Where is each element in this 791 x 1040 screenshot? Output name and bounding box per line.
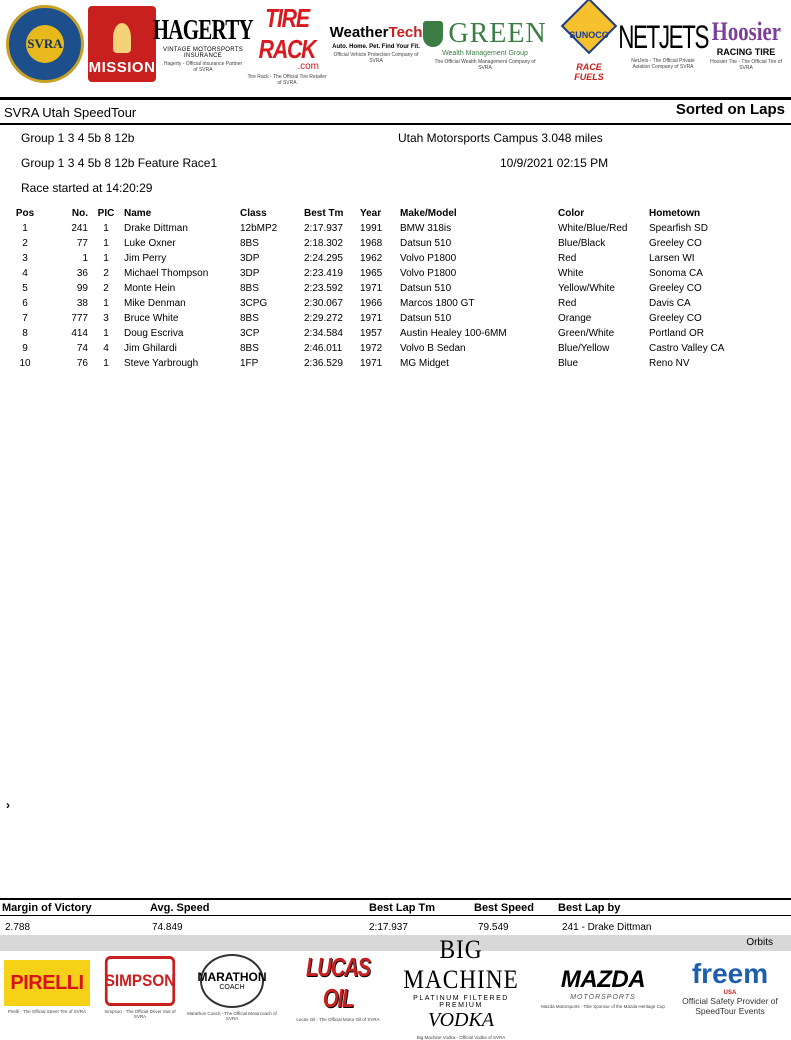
col-make-model: Make/Model <box>400 208 457 219</box>
cell-make-model: Volvo P1800 <box>400 268 457 279</box>
cell-pos: 6 <box>22 298 28 309</box>
cell-pic: 2 <box>103 283 109 294</box>
cell-car-number: 76 <box>76 358 88 369</box>
mazda-motorsports-logo: MAZDA MOTORSPORTS Mazda Motorsports - Title Sponsor of the Mazda Heritage Cup <box>541 965 665 1009</box>
subheader-rule <box>0 123 791 125</box>
cell-driver-name: Drake Dittman <box>124 223 188 234</box>
mission-logo: MISSION <box>87 4 157 84</box>
cell-best-time: 2:17.937 <box>304 223 343 234</box>
cell-best-time: 2:29.272 <box>304 313 343 324</box>
col-no: No. <box>71 208 88 219</box>
best-lap-by-label: Best Lap by <box>558 902 621 914</box>
results-table <box>0 206 769 371</box>
cell-make-model: Volvo P1800 <box>400 253 457 264</box>
cell-class: 8BS <box>240 238 259 249</box>
cell-hometown: Reno NV <box>649 358 690 369</box>
cell-color: Blue/Black <box>558 238 606 249</box>
cell-best-time: 2:18.302 <box>304 238 343 249</box>
cell-make-model: Marcos 1800 GT <box>400 298 475 309</box>
best-speed-value: 79.549 <box>478 922 509 933</box>
cell-color: Red <box>558 253 577 264</box>
cell-pos: 10 <box>19 358 31 369</box>
cell-pos: 3 <box>22 253 28 264</box>
col-color: Color <box>558 208 585 219</box>
svra-logo <box>6 4 84 84</box>
svra-emblem: SVRA <box>6 5 84 83</box>
avg-speed-value: 74.849 <box>152 922 183 933</box>
summary-mid-rule <box>0 915 791 916</box>
cell-year: 1965 <box>360 268 383 279</box>
session-label: Group 1 3 4 5b 8 12b Feature Race1 <box>21 156 218 170</box>
cell-year: 1971 <box>360 358 383 369</box>
margin-label: Margin of Victory <box>2 902 92 914</box>
orbits-bar <box>0 935 791 951</box>
diamond-icon <box>561 0 618 54</box>
col-hometown: Hometown <box>649 208 701 219</box>
cell-color: Yellow/White <box>558 283 615 294</box>
flame-icon <box>113 23 131 53</box>
cell-class: 12bMP2 <box>240 223 278 234</box>
cell-hometown: Davis CA <box>649 298 691 309</box>
cell-year: 1991 <box>360 223 383 234</box>
col-year: Year <box>360 208 382 219</box>
event-title: SVRA Utah SpeedTour <box>4 105 137 120</box>
table-row <box>0 326 769 341</box>
table-row <box>0 236 769 251</box>
table-row <box>0 266 769 281</box>
cell-color: Orange <box>558 313 592 324</box>
cell-pic: 1 <box>103 298 109 309</box>
datetime-label: 10/9/2021 02:15 PM <box>500 156 609 170</box>
table-row <box>0 311 769 326</box>
shield-icon <box>423 21 443 47</box>
cell-driver-name: Monte Hein <box>124 283 176 294</box>
simpson-logo: SIMPSON Simpson - The Official Driver Suit of SVRA <box>102 953 178 1021</box>
cell-hometown: Greeley CO <box>649 313 702 324</box>
cell-year: 1966 <box>360 298 383 309</box>
cell-best-time: 2:46.011 <box>304 343 343 354</box>
col-name: Name <box>124 208 152 219</box>
cell-hometown: Larsen WI <box>649 253 695 264</box>
cell-make-model: MG Midget <box>400 358 449 369</box>
pirelli-logo: PIRELLI Pirelli - The Official Street Tire of SVRA <box>2 953 92 1021</box>
sort-label: Sorted on Laps <box>675 101 785 118</box>
cell-color: Blue <box>558 358 579 369</box>
cell-color: White/Blue/Red <box>558 223 628 234</box>
cell-year: 1957 <box>360 328 383 339</box>
cell-car-number: 777 <box>71 313 88 324</box>
cell-car-number: 1 <box>82 253 88 264</box>
table-row <box>0 251 769 266</box>
cell-best-time: 2:23.592 <box>304 283 343 294</box>
cell-best-time: 2:23.419 <box>304 268 343 279</box>
cell-pos: 4 <box>22 268 28 279</box>
cell-class: 3CPG <box>240 298 268 309</box>
best-lap-value: 2:17.937 <box>369 922 408 933</box>
table-row <box>0 341 769 356</box>
cell-make-model: Austin Healey 100-6MM <box>400 328 507 339</box>
cell-class: 3DP <box>240 253 260 264</box>
orbits-label: Orbits <box>746 937 773 948</box>
best-lap-by-value: 241 - Drake Dittman <box>562 922 652 933</box>
cell-hometown: Greeley CO <box>649 283 702 294</box>
best-speed-label: Best Speed <box>474 902 534 914</box>
cell-make-model: Volvo B Sedan <box>400 343 466 354</box>
table-header-row <box>0 206 769 221</box>
cell-year: 1962 <box>360 253 383 264</box>
cell-pos: 9 <box>22 343 28 354</box>
cell-pos: 8 <box>22 328 28 339</box>
cell-pic: 1 <box>103 253 109 264</box>
cell-driver-name: Doug Escriva <box>124 328 184 339</box>
col-pic: PIC <box>97 208 115 219</box>
cell-make-model: Datsun 510 <box>400 313 452 324</box>
cell-pos: 5 <box>22 283 28 294</box>
cell-car-number: 74 <box>76 343 88 354</box>
cell-pic: 4 <box>103 343 109 354</box>
sunoco-logo: SUNOCO RACE FUELS <box>562 4 616 84</box>
lucas-oil-logo: LUCAS OIL Lucas Oil - The Official Motor Oil of SVRA <box>296 952 380 1022</box>
cell-class: 3DP <box>240 268 260 279</box>
group-label: Group 1 3 4 5b 8 12b <box>21 131 135 145</box>
cell-pic: 2 <box>103 268 109 279</box>
col-best-time: Best Tm <box>304 208 344 219</box>
cell-make-model: Datsun 510 <box>400 238 452 249</box>
table-row <box>0 221 769 236</box>
cell-car-number: 38 <box>76 298 88 309</box>
cell-pos: 2 <box>22 238 28 249</box>
top-sponsor-strip <box>0 0 791 92</box>
cell-hometown: Portland OR <box>649 328 705 339</box>
cell-pic: 1 <box>103 328 109 339</box>
cell-pic: 1 <box>103 223 109 234</box>
cell-hometown: Spearfish SD <box>649 223 708 234</box>
track-label: Utah Motorsports Campus 3.048 miles <box>398 131 603 145</box>
cell-hometown: Sonoma CA <box>649 268 703 279</box>
cell-hometown: Castro Valley CA <box>649 343 725 354</box>
cell-color: White <box>558 268 584 279</box>
cell-hometown: Greeley CO <box>649 238 702 249</box>
best-lap-label: Best Lap Tm <box>369 902 436 914</box>
table-row <box>0 356 769 371</box>
netjets-logo: NETJETS NetJets - The Official Private Aviation Company of SVRA <box>618 18 708 70</box>
cell-best-time: 2:34.584 <box>304 328 343 339</box>
margin-value: 2.788 <box>5 922 31 933</box>
cell-best-time: 2:24.295 <box>304 253 343 264</box>
header-rule <box>0 97 791 100</box>
cell-class: 8BS <box>240 313 259 324</box>
big-machine-vodka-logo: BIG MACHINE PLATINUM FILTERED PREMIUM VODKA Big Machine Vodka - Official Vodka of SVRA <box>403 934 519 1040</box>
cell-color: Blue/Yellow <box>558 343 610 354</box>
cell-make-model: BMW 318is <box>400 223 452 234</box>
cell-driver-name: Mike Denman <box>124 298 186 309</box>
cell-make-model: Datsun 510 <box>400 283 452 294</box>
cell-color: Red <box>558 298 577 309</box>
stray-mark: › <box>6 798 10 812</box>
cell-best-time: 2:36.529 <box>304 358 343 369</box>
green-wealth-logo: GREEN Wealth Management Group The Official Wealth Management Company of SVRA <box>430 4 540 84</box>
cell-car-number: 99 <box>76 283 88 294</box>
cell-pic: 3 <box>103 313 109 324</box>
cell-year: 1968 <box>360 238 383 249</box>
col-class: Class <box>240 208 267 219</box>
cell-pos: 1 <box>22 223 28 234</box>
cell-driver-name: Jim Perry <box>124 253 167 264</box>
freem-logo: freem USA Official Safety Provider of SpeedTour Events <box>682 958 778 1016</box>
cell-driver-name: Luke Oxner <box>124 238 176 249</box>
cell-car-number: 36 <box>76 268 88 279</box>
hoosier-logo: Hoosier RACING TIRE Hoosier Tire - The Official Tire of SVRA <box>710 17 782 71</box>
cell-driver-name: Bruce White <box>124 313 179 324</box>
cell-car-number: 414 <box>71 328 88 339</box>
cell-best-time: 2:30.067 <box>304 298 343 309</box>
hagerty-logo: HAGERTY VINTAGE MOTORSPORTS INSURANCE Hagerty - Official Insurance Partner of SVRA <box>152 15 254 73</box>
summary-top-rule <box>0 898 791 900</box>
cell-year: 1971 <box>360 283 383 294</box>
weathertech-logo: WeatherTech Auto. Home. Pet. Find Your Fit. Official Vehicle Protection Company of SVRA <box>329 24 423 64</box>
cell-class: 8BS <box>240 343 259 354</box>
cell-pic: 1 <box>103 238 109 249</box>
cell-driver-name: Jim Ghilardi <box>124 343 177 354</box>
marathon-coach-logo: MARATHON COACH Marathon Coach - The Official Motorcoach of SVRA <box>184 953 280 1021</box>
avg-speed-label: Avg. Speed <box>150 902 210 914</box>
col-pos: Pos <box>15 208 35 219</box>
cell-year: 1971 <box>360 313 383 324</box>
cell-color: Green/White <box>558 328 615 339</box>
cell-class: 1FP <box>240 358 259 369</box>
tirerack-logo: TIRE RACK .com Tire Rack - The Official Tire Retailer of SVRA <box>247 2 327 86</box>
table-row <box>0 296 769 311</box>
cell-class: 3CP <box>240 328 260 339</box>
cell-car-number: 241 <box>71 223 88 234</box>
cell-year: 1972 <box>360 343 383 354</box>
race-start-label: Race started at 14:20:29 <box>21 181 153 195</box>
cell-driver-name: Steve Yarbrough <box>124 358 199 369</box>
table-row <box>0 281 769 296</box>
cell-driver-name: Michael Thompson <box>124 268 209 279</box>
cell-class: 8BS <box>240 283 259 294</box>
cell-pic: 1 <box>103 358 109 369</box>
cell-car-number: 77 <box>76 238 88 249</box>
cell-pos: 7 <box>22 313 28 324</box>
